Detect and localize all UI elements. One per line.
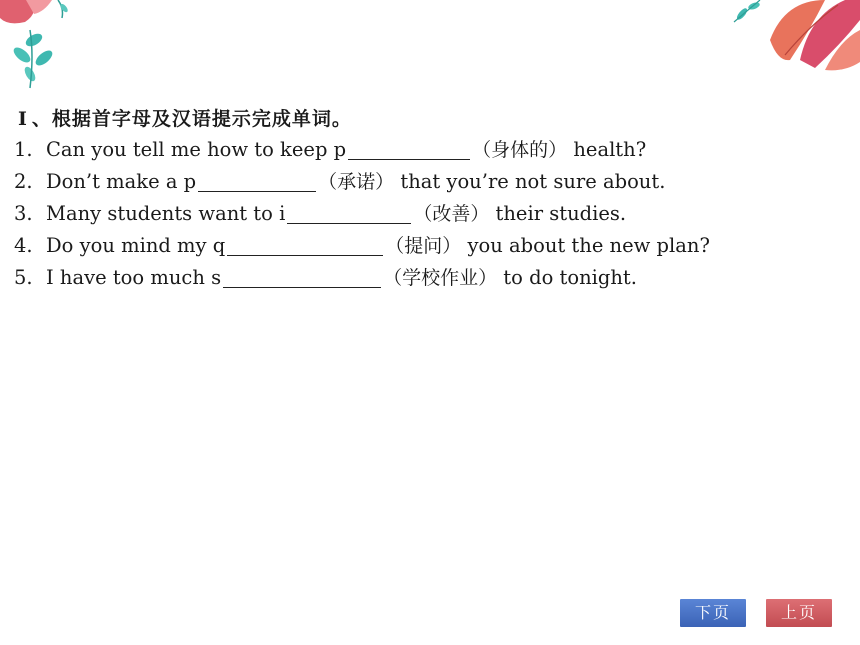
question-number: 2. (14, 170, 33, 193)
section-heading (18, 104, 352, 131)
section-title: 、根据首字母及汉语提示完成单词。 (31, 108, 352, 130)
question-1 (14, 137, 646, 163)
leaf-decoration-left (0, 0, 80, 95)
question-text: Can you tell me how to keep p (46, 138, 347, 161)
question-4 (14, 233, 710, 259)
chinese-hint: （改善） (413, 203, 490, 225)
question-number: 4. (14, 234, 33, 257)
answer-blank[interactable] (198, 171, 316, 192)
chinese-hint: （提问） (385, 235, 462, 257)
question-text-end: you about the new plan? (461, 234, 710, 257)
question-text-end: that you’re not sure about. (394, 170, 666, 193)
chinese-hint: （学校作业） (383, 267, 498, 289)
question-text-end: to do tonight. (497, 266, 637, 289)
section-numeral: I (18, 108, 28, 130)
question-text: Do you mind my q (46, 234, 226, 257)
chinese-hint: （身体的） (472, 139, 568, 161)
question-number: 3. (14, 202, 33, 225)
question-2 (14, 169, 665, 195)
leaf-decoration-right (730, 0, 860, 75)
answer-blank[interactable] (348, 139, 470, 160)
answer-blank[interactable] (227, 235, 383, 256)
question-text-end: their studies. (489, 202, 627, 225)
chinese-hint: （承诺） (318, 171, 395, 193)
question-number: 1. (14, 138, 33, 161)
answer-blank[interactable] (223, 267, 381, 288)
answer-blank[interactable] (287, 203, 411, 224)
question-text: Don’t make a p (46, 170, 197, 193)
question-text: Many students want to i (46, 202, 286, 225)
question-text: I have too much s (46, 266, 222, 289)
question-3 (14, 201, 626, 227)
next-page-button[interactable]: 下页 (680, 599, 746, 627)
previous-page-button[interactable]: 上页 (766, 599, 832, 627)
question-text-end: health? (567, 138, 647, 161)
question-5 (14, 265, 637, 291)
question-number: 5. (14, 266, 33, 289)
